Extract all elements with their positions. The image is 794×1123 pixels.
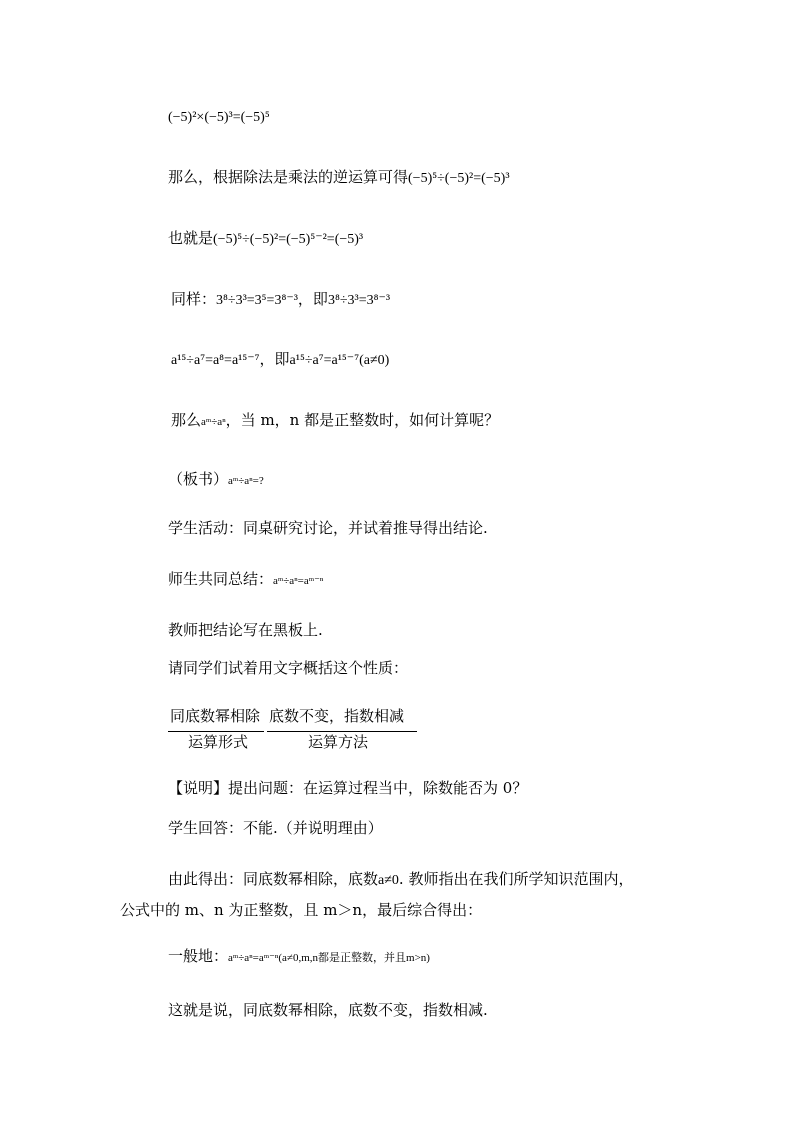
- line-similarly: [171, 289, 390, 311]
- line-question: [171, 410, 499, 432]
- line-student-answer: [168, 818, 383, 838]
- table-bottom-left: 运算形式: [188, 733, 249, 751]
- text-student-activity: 学生活动：同桌研究讨论，并试着推导得出结论.: [168, 519, 488, 537]
- math-board-question: aᵐ÷aⁿ=?: [228, 475, 264, 487]
- line-summary: [168, 569, 323, 591]
- text-question-1: 那么: [171, 411, 202, 429]
- math-product: (−5)²×(−5)³=(−5)⁵: [168, 110, 270, 125]
- math-division-result: (−5)⁵÷(−5)²=(−5)³: [408, 171, 510, 186]
- text-conclusion-2: 公式中的 m、n 为正整数，且 m＞n，最后综合得出：: [120, 901, 483, 919]
- text-conclusion-1b: . 教师指出在我们所学知识范围内，: [398, 870, 634, 888]
- line-a-power: [171, 349, 389, 371]
- line-student-activity: [168, 518, 488, 538]
- text-summarize-request: 请同学们试着用文字概括这个性质：: [168, 659, 409, 677]
- line-teacher-writes: [168, 620, 323, 640]
- math-a-not-zero: a≠0: [378, 873, 399, 888]
- line-summarize-request: [168, 658, 408, 678]
- math-three-power-2: 3⁸÷3³=3⁸⁻³: [327, 293, 391, 308]
- math-am-div-an: aᵐ÷aⁿ: [201, 416, 226, 428]
- text-teacher-writes: 教师把结论写在黑板上.: [168, 621, 323, 639]
- line-explanation: [168, 778, 527, 798]
- table-top-right: 底数不变，指数相减: [269, 707, 405, 725]
- line-board: [168, 469, 264, 491]
- line-division-inverse: [168, 167, 510, 189]
- line-general: [168, 946, 430, 968]
- line-that-is: [168, 228, 363, 250]
- text-general: 一般地：: [168, 947, 229, 965]
- text-board: （板书）: [168, 470, 229, 488]
- math-a-power-2: a¹⁵÷a⁷=a¹⁵⁻⁷(a≠0): [289, 353, 390, 368]
- text-division-inverse: 那么，根据除法是乘法的逆运算可得: [168, 168, 409, 186]
- line-conclusion-1: [168, 869, 633, 891]
- text-that-is: 也就是: [168, 229, 214, 247]
- line-final: [168, 1000, 488, 1020]
- math-a-power-1: a¹⁵÷a⁷=a⁸=a¹⁵⁻⁷: [171, 353, 260, 368]
- text-similarly: 同样：: [171, 290, 217, 308]
- text-conclusion-1a: 由此得出：同底数幂相除，底数: [168, 870, 379, 888]
- property-table: [168, 706, 420, 752]
- text-summary: 师生共同总结：: [168, 570, 274, 588]
- line-product-example: [168, 106, 270, 128]
- text-explanation: 【说明】提出问题：在运算过程当中，除数能否为 0？: [168, 779, 528, 797]
- text-student-answer: 学生回答：不能.（并说明理由）: [168, 819, 383, 837]
- math-general-rule: aᵐ÷aⁿ=aᵐ⁻ⁿ(a≠0,m,n都是正整数，并且m>n): [228, 952, 430, 964]
- math-exponent-subtract: (−5)⁵÷(−5)²=(−5)⁵⁻²=(−5)³: [213, 232, 364, 247]
- math-three-power-1: 3⁸÷3³=3⁵=3⁸⁻³: [216, 293, 298, 308]
- line-conclusion-2: [120, 900, 482, 920]
- text-question-2: ，当 m，n 都是正整数时，如何计算呢？: [225, 411, 500, 429]
- text-namely-1: ，即: [297, 290, 328, 308]
- text-final: 这就是说，同底数幂相除，底数不变，指数相减.: [168, 1001, 488, 1019]
- text-namely-2: ，即: [259, 350, 290, 368]
- math-summary: aᵐ÷aⁿ=aᵐ⁻ⁿ: [273, 575, 324, 587]
- table-bottom-right: 运算方法: [308, 733, 369, 751]
- table-top-left: 同底数幂相除: [170, 707, 261, 725]
